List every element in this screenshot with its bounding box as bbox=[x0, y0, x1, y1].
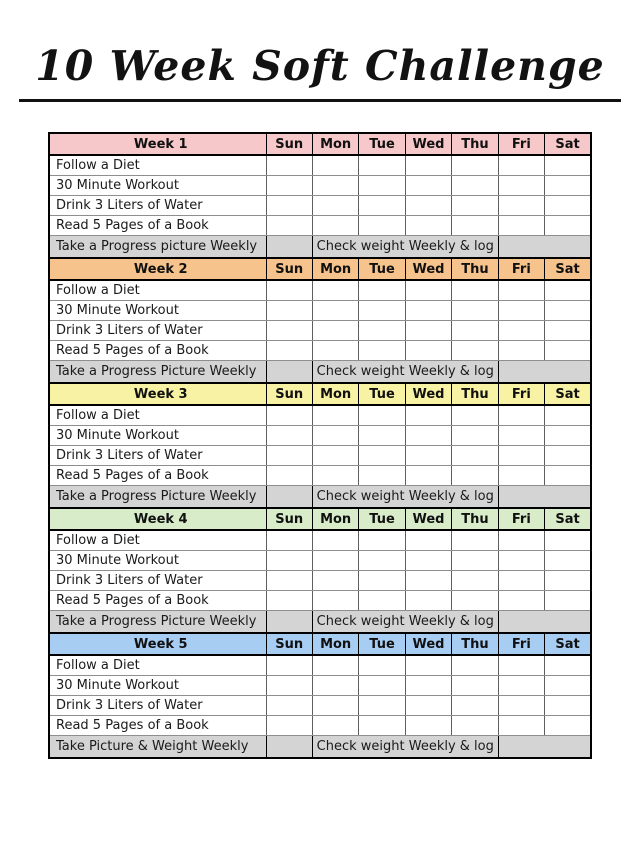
day-cell bbox=[312, 591, 358, 611]
day-header-tue: Tue bbox=[359, 633, 405, 655]
day-cell bbox=[498, 301, 544, 321]
day-cell bbox=[312, 716, 358, 736]
day-cell bbox=[498, 676, 544, 696]
day-cell bbox=[266, 571, 312, 591]
day-cell bbox=[312, 676, 358, 696]
day-cell bbox=[545, 696, 591, 716]
day-header-sun: Sun bbox=[266, 133, 312, 155]
week-header-row bbox=[49, 383, 591, 405]
day-header-sun: Sun bbox=[266, 258, 312, 280]
task-label: Follow a Diet bbox=[49, 655, 266, 676]
day-cell bbox=[498, 466, 544, 486]
day-cell bbox=[312, 530, 358, 551]
day-cell bbox=[405, 216, 451, 236]
footer-sun-cell bbox=[266, 236, 312, 259]
day-cell bbox=[405, 530, 451, 551]
day-cell bbox=[312, 301, 358, 321]
day-header-fri: Fri bbox=[498, 633, 544, 655]
day-cell bbox=[266, 341, 312, 361]
footer-frisat-cell bbox=[498, 736, 591, 759]
day-cell bbox=[452, 655, 498, 676]
day-cell bbox=[498, 216, 544, 236]
day-header-mon: Mon bbox=[312, 383, 358, 405]
footer-sun-cell bbox=[266, 611, 312, 634]
day-cell bbox=[545, 655, 591, 676]
day-cell bbox=[266, 696, 312, 716]
task-label: Drink 3 Liters of Water bbox=[49, 696, 266, 716]
day-cell bbox=[266, 655, 312, 676]
day-cell bbox=[545, 551, 591, 571]
task-label: Follow a Diet bbox=[49, 405, 266, 426]
day-header-sat: Sat bbox=[545, 133, 591, 155]
day-cell bbox=[498, 655, 544, 676]
day-cell bbox=[312, 551, 358, 571]
task-row bbox=[49, 301, 591, 321]
task-row bbox=[49, 676, 591, 696]
day-header-sun: Sun bbox=[266, 508, 312, 530]
day-cell bbox=[359, 530, 405, 551]
day-cell bbox=[498, 341, 544, 361]
day-cell bbox=[359, 405, 405, 426]
day-cell bbox=[498, 591, 544, 611]
day-cell bbox=[359, 280, 405, 301]
day-cell bbox=[452, 551, 498, 571]
day-cell bbox=[266, 426, 312, 446]
week-label: Week 1 bbox=[49, 133, 266, 155]
day-cell bbox=[452, 716, 498, 736]
task-row bbox=[49, 551, 591, 571]
day-cell bbox=[452, 155, 498, 176]
day-header-wed: Wed bbox=[405, 383, 451, 405]
task-row bbox=[49, 591, 591, 611]
day-cell bbox=[452, 466, 498, 486]
task-row bbox=[49, 696, 591, 716]
day-cell bbox=[405, 176, 451, 196]
day-header-fri: Fri bbox=[498, 133, 544, 155]
day-cell bbox=[498, 446, 544, 466]
task-row bbox=[49, 466, 591, 486]
day-cell bbox=[359, 196, 405, 216]
day-cell bbox=[359, 426, 405, 446]
day-cell bbox=[405, 466, 451, 486]
task-row bbox=[49, 176, 591, 196]
page-title: 10 Week Soft Challenge bbox=[19, 42, 621, 102]
day-header-tue: Tue bbox=[359, 133, 405, 155]
day-cell bbox=[266, 321, 312, 341]
task-label: Follow a Diet bbox=[49, 530, 266, 551]
footer-note: Check weight Weekly & log bbox=[312, 486, 498, 509]
day-cell bbox=[312, 280, 358, 301]
day-cell bbox=[312, 176, 358, 196]
task-label: Drink 3 Liters of Water bbox=[49, 446, 266, 466]
day-cell bbox=[405, 280, 451, 301]
footer-frisat-cell bbox=[498, 611, 591, 634]
day-header-tue: Tue bbox=[359, 258, 405, 280]
day-cell bbox=[498, 280, 544, 301]
day-cell bbox=[498, 716, 544, 736]
day-cell bbox=[359, 716, 405, 736]
day-header-wed: Wed bbox=[405, 508, 451, 530]
day-cell bbox=[312, 696, 358, 716]
day-cell bbox=[359, 446, 405, 466]
day-cell bbox=[312, 341, 358, 361]
footer-row bbox=[49, 611, 591, 634]
day-cell bbox=[312, 466, 358, 486]
day-cell bbox=[452, 301, 498, 321]
day-header-thu: Thu bbox=[452, 383, 498, 405]
day-cell bbox=[359, 466, 405, 486]
task-row bbox=[49, 716, 591, 736]
footer-label: Take a Progress Picture Weekly bbox=[49, 611, 266, 634]
day-cell bbox=[266, 551, 312, 571]
day-cell bbox=[312, 426, 358, 446]
task-label: Read 5 Pages of a Book bbox=[49, 466, 266, 486]
day-cell bbox=[359, 571, 405, 591]
day-cell bbox=[312, 321, 358, 341]
day-cell bbox=[545, 216, 591, 236]
task-row bbox=[49, 155, 591, 176]
task-row bbox=[49, 196, 591, 216]
day-cell bbox=[312, 196, 358, 216]
day-cell bbox=[266, 676, 312, 696]
footer-note: Check weight Weekly & log bbox=[312, 361, 498, 384]
day-cell bbox=[405, 571, 451, 591]
day-cell bbox=[498, 405, 544, 426]
day-header-sat: Sat bbox=[545, 383, 591, 405]
task-label: Read 5 Pages of a Book bbox=[49, 216, 266, 236]
week-block-5 bbox=[49, 633, 591, 758]
day-cell bbox=[359, 591, 405, 611]
day-cell bbox=[452, 696, 498, 716]
day-header-mon: Mon bbox=[312, 633, 358, 655]
day-cell bbox=[498, 551, 544, 571]
task-label: Drink 3 Liters of Water bbox=[49, 196, 266, 216]
day-cell bbox=[452, 216, 498, 236]
day-cell bbox=[452, 405, 498, 426]
title-wrap bbox=[0, 42, 640, 102]
task-label: 30 Minute Workout bbox=[49, 301, 266, 321]
task-label: 30 Minute Workout bbox=[49, 676, 266, 696]
day-cell bbox=[452, 530, 498, 551]
day-cell bbox=[359, 321, 405, 341]
day-cell bbox=[405, 301, 451, 321]
task-row bbox=[49, 426, 591, 446]
day-cell bbox=[359, 176, 405, 196]
task-row bbox=[49, 280, 591, 301]
week-block-1 bbox=[49, 133, 591, 258]
day-header-mon: Mon bbox=[312, 508, 358, 530]
day-cell bbox=[266, 301, 312, 321]
task-label: Read 5 Pages of a Book bbox=[49, 591, 266, 611]
day-cell bbox=[359, 676, 405, 696]
day-cell bbox=[452, 176, 498, 196]
day-cell bbox=[545, 426, 591, 446]
day-cell bbox=[545, 571, 591, 591]
footer-frisat-cell bbox=[498, 361, 591, 384]
footer-note: Check weight Weekly & log bbox=[312, 611, 498, 634]
day-cell bbox=[452, 591, 498, 611]
week-label: Week 2 bbox=[49, 258, 266, 280]
task-label: 30 Minute Workout bbox=[49, 426, 266, 446]
task-row bbox=[49, 341, 591, 361]
day-cell bbox=[312, 446, 358, 466]
task-label: Read 5 Pages of a Book bbox=[49, 341, 266, 361]
day-cell bbox=[405, 655, 451, 676]
task-row bbox=[49, 571, 591, 591]
day-header-fri: Fri bbox=[498, 508, 544, 530]
day-cell bbox=[545, 446, 591, 466]
day-cell bbox=[545, 676, 591, 696]
footer-sun-cell bbox=[266, 486, 312, 509]
task-label: 30 Minute Workout bbox=[49, 551, 266, 571]
day-header-fri: Fri bbox=[498, 383, 544, 405]
day-header-mon: Mon bbox=[312, 133, 358, 155]
day-cell bbox=[266, 405, 312, 426]
day-header-tue: Tue bbox=[359, 383, 405, 405]
day-header-thu: Thu bbox=[452, 258, 498, 280]
day-cell bbox=[266, 466, 312, 486]
week-label: Week 4 bbox=[49, 508, 266, 530]
footer-sun-cell bbox=[266, 361, 312, 384]
day-cell bbox=[359, 341, 405, 361]
day-cell bbox=[266, 155, 312, 176]
day-cell bbox=[405, 676, 451, 696]
footer-note: Check weight Weekly & log bbox=[312, 736, 498, 759]
week-block-4 bbox=[49, 508, 591, 633]
footer-label: Take a Progress picture Weekly bbox=[49, 236, 266, 259]
day-cell bbox=[545, 591, 591, 611]
day-cell bbox=[266, 280, 312, 301]
day-header-sat: Sat bbox=[545, 258, 591, 280]
day-cell bbox=[498, 321, 544, 341]
task-row bbox=[49, 655, 591, 676]
week-block-2 bbox=[49, 258, 591, 383]
day-cell bbox=[405, 446, 451, 466]
day-cell bbox=[405, 716, 451, 736]
week-label: Week 3 bbox=[49, 383, 266, 405]
day-cell bbox=[359, 216, 405, 236]
day-header-tue: Tue bbox=[359, 508, 405, 530]
day-cell bbox=[359, 551, 405, 571]
day-cell bbox=[545, 341, 591, 361]
day-cell bbox=[266, 176, 312, 196]
day-header-sun: Sun bbox=[266, 633, 312, 655]
day-cell bbox=[359, 301, 405, 321]
day-cell bbox=[312, 216, 358, 236]
day-cell bbox=[359, 696, 405, 716]
day-cell bbox=[545, 176, 591, 196]
day-cell bbox=[545, 196, 591, 216]
day-cell bbox=[266, 530, 312, 551]
day-cell bbox=[545, 321, 591, 341]
week-header-row bbox=[49, 133, 591, 155]
day-cell bbox=[312, 571, 358, 591]
task-row bbox=[49, 216, 591, 236]
footer-frisat-cell bbox=[498, 486, 591, 509]
footer-row bbox=[49, 736, 591, 759]
day-cell bbox=[452, 446, 498, 466]
day-cell bbox=[359, 655, 405, 676]
task-label: Drink 3 Liters of Water bbox=[49, 321, 266, 341]
day-cell bbox=[545, 155, 591, 176]
week-header-row bbox=[49, 508, 591, 530]
day-cell bbox=[545, 466, 591, 486]
footer-label: Take a Progress Picture Weekly bbox=[49, 361, 266, 384]
day-cell bbox=[266, 196, 312, 216]
task-row bbox=[49, 530, 591, 551]
day-header-wed: Wed bbox=[405, 133, 451, 155]
day-cell bbox=[498, 696, 544, 716]
day-cell bbox=[405, 591, 451, 611]
footer-row bbox=[49, 361, 591, 384]
day-cell bbox=[312, 655, 358, 676]
day-cell bbox=[266, 446, 312, 466]
day-cell bbox=[545, 530, 591, 551]
day-cell bbox=[405, 405, 451, 426]
day-cell bbox=[266, 591, 312, 611]
day-cell bbox=[498, 571, 544, 591]
day-header-thu: Thu bbox=[452, 133, 498, 155]
day-cell bbox=[452, 321, 498, 341]
day-cell bbox=[405, 551, 451, 571]
task-label: Follow a Diet bbox=[49, 155, 266, 176]
footer-label: Take a Progress Picture Weekly bbox=[49, 486, 266, 509]
day-cell bbox=[452, 280, 498, 301]
week-header-row bbox=[49, 633, 591, 655]
day-cell bbox=[405, 426, 451, 446]
day-header-thu: Thu bbox=[452, 633, 498, 655]
week-header-row bbox=[49, 258, 591, 280]
task-label: Drink 3 Liters of Water bbox=[49, 571, 266, 591]
task-row bbox=[49, 405, 591, 426]
week-label: Week 5 bbox=[49, 633, 266, 655]
footer-frisat-cell bbox=[498, 236, 591, 259]
day-cell bbox=[452, 676, 498, 696]
day-cell bbox=[405, 696, 451, 716]
day-cell bbox=[498, 176, 544, 196]
day-cell bbox=[405, 341, 451, 361]
day-cell bbox=[405, 321, 451, 341]
day-cell bbox=[359, 155, 405, 176]
day-header-thu: Thu bbox=[452, 508, 498, 530]
day-cell bbox=[312, 155, 358, 176]
day-header-sat: Sat bbox=[545, 633, 591, 655]
day-header-sun: Sun bbox=[266, 383, 312, 405]
task-label: Read 5 Pages of a Book bbox=[49, 716, 266, 736]
day-cell bbox=[452, 341, 498, 361]
day-header-wed: Wed bbox=[405, 258, 451, 280]
footer-row bbox=[49, 486, 591, 509]
day-cell bbox=[498, 155, 544, 176]
day-cell bbox=[498, 530, 544, 551]
footer-row bbox=[49, 236, 591, 259]
day-cell bbox=[545, 405, 591, 426]
day-cell bbox=[545, 280, 591, 301]
task-label: Follow a Diet bbox=[49, 280, 266, 301]
day-cell bbox=[452, 426, 498, 446]
day-cell bbox=[498, 426, 544, 446]
day-header-mon: Mon bbox=[312, 258, 358, 280]
task-row bbox=[49, 446, 591, 466]
day-cell bbox=[452, 571, 498, 591]
footer-sun-cell bbox=[266, 736, 312, 759]
day-cell bbox=[545, 301, 591, 321]
day-cell bbox=[405, 155, 451, 176]
day-cell bbox=[312, 405, 358, 426]
day-cell bbox=[266, 716, 312, 736]
day-cell bbox=[498, 196, 544, 216]
day-header-sat: Sat bbox=[545, 508, 591, 530]
day-cell bbox=[452, 196, 498, 216]
week-block-3 bbox=[49, 383, 591, 508]
footer-note: Check weight Weekly & log bbox=[312, 236, 498, 259]
day-header-wed: Wed bbox=[405, 633, 451, 655]
task-row bbox=[49, 321, 591, 341]
challenge-table bbox=[48, 132, 592, 759]
footer-label: Take Picture & Weight Weekly bbox=[49, 736, 266, 759]
day-header-fri: Fri bbox=[498, 258, 544, 280]
day-cell bbox=[545, 716, 591, 736]
task-label: 30 Minute Workout bbox=[49, 176, 266, 196]
day-cell bbox=[405, 196, 451, 216]
day-cell bbox=[266, 216, 312, 236]
